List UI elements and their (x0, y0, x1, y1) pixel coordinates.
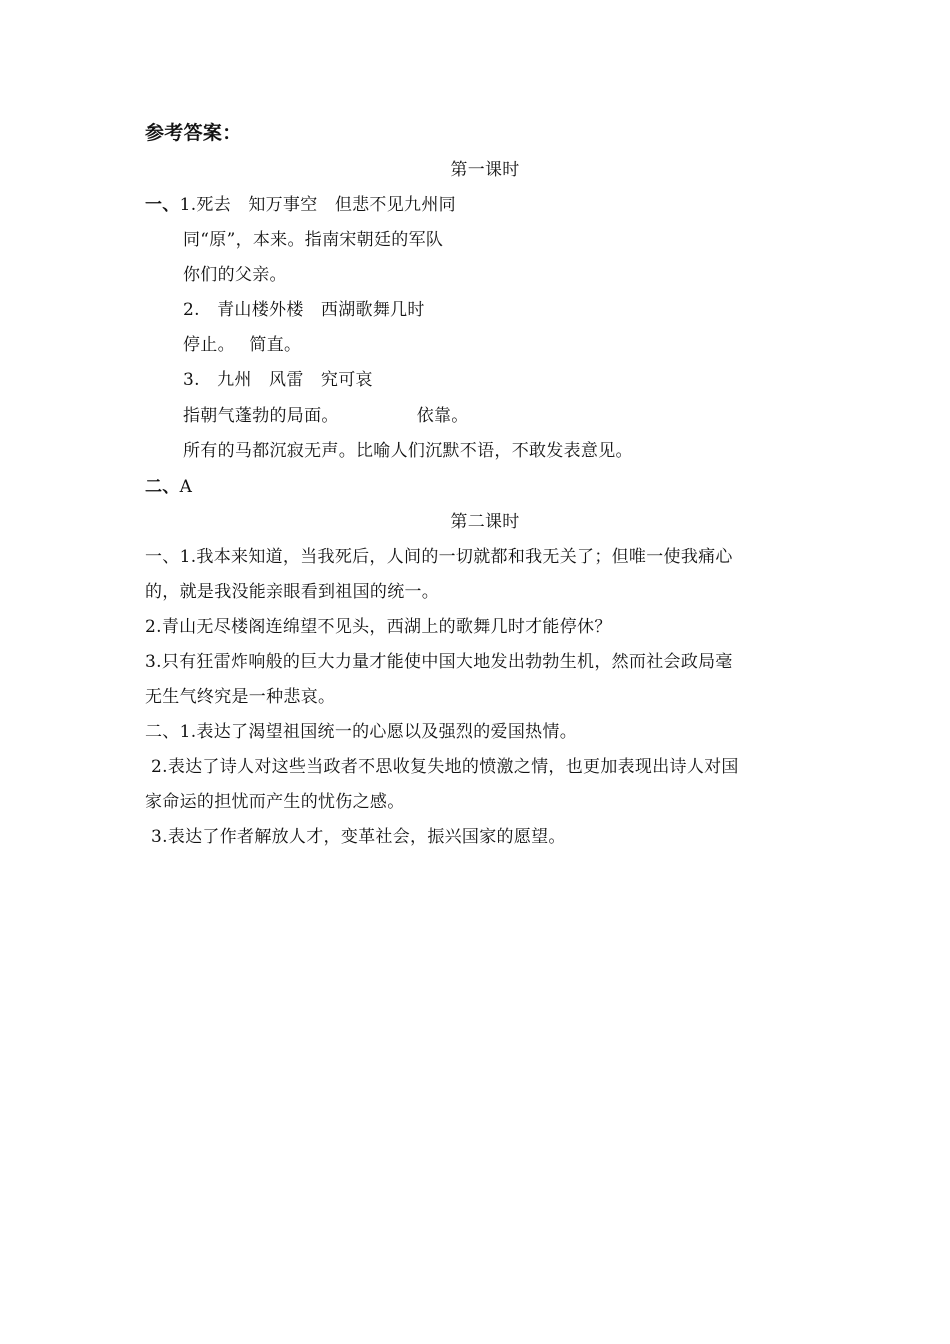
section-2-label: 二、 (145, 477, 180, 497)
lesson-1-section-1-line-3: 你们的父亲。 (183, 265, 287, 285)
lesson-1-section-1-line-7: 指朝气蓬勃的局面。 依靠。 (183, 406, 469, 426)
lesson-1-section-1-line-2: 同“原”，本来。指南宋朝廷的军队 (183, 230, 444, 250)
lesson-2-line-8: 家命运的担忧而产生的忧伤之感。 (145, 792, 405, 812)
lesson-1-section-1-line-6: 3. 九州 风雷 究可哀 (183, 370, 373, 390)
lesson-2-line-9: 3.表达了作者解放人才，变革社会，振兴国家的愿望。 (151, 827, 566, 847)
answer-key-title: 参考答案： (145, 122, 242, 144)
lesson-1-section-2-line (145, 475, 192, 499)
lesson-2-line-7: 2.表达了诗人对这些当政者不思收复失地的愤激之情，也更加表现出诗人对国 (151, 757, 739, 777)
lesson-1-section-1-line-8: 所有的马都沉寂无声。比喻人们沉默不语，不敢发表意见。 (183, 441, 633, 461)
lesson-2-line-5: 无生气终究是一种悲哀。 (145, 687, 336, 707)
lesson-2-line-2: 的，就是我没能亲眼看到祖国的统一。 (145, 582, 440, 602)
lesson-2-line-4: 3.只有狂雷炸响般的巨大力量才能使中国大地发出勃勃生机，然而社会政局毫 (145, 652, 733, 672)
lesson-1-section-1-line-5: 停止。 简直。 (183, 335, 302, 355)
answer-text: 1.死去 知万事空 但悲不见九州同 (179, 195, 456, 215)
section-1-label: 一、 (145, 195, 180, 215)
lesson-1-section-1-line-1 (145, 193, 456, 217)
answer-text: A (179, 477, 193, 497)
lesson-1-heading: 第一课时 (450, 160, 520, 180)
lesson-2-line-1: 一、1.我本来知道，当我死后，人间的一切就都和我无关了；但唯一使我痛心 (145, 547, 733, 567)
lesson-2-heading: 第二课时 (450, 512, 520, 532)
lesson-2-line-3: 2.青山无尽楼阁连绵望不见头，西湖上的歌舞几时才能停休？ (145, 617, 612, 637)
lesson-1-section-1-line-4: 2. 青山楼外楼 西湖歌舞几时 (183, 300, 425, 320)
lesson-2-line-6: 二、1.表达了渴望祖国统一的心愿以及强烈的爱国热情。 (145, 722, 578, 742)
